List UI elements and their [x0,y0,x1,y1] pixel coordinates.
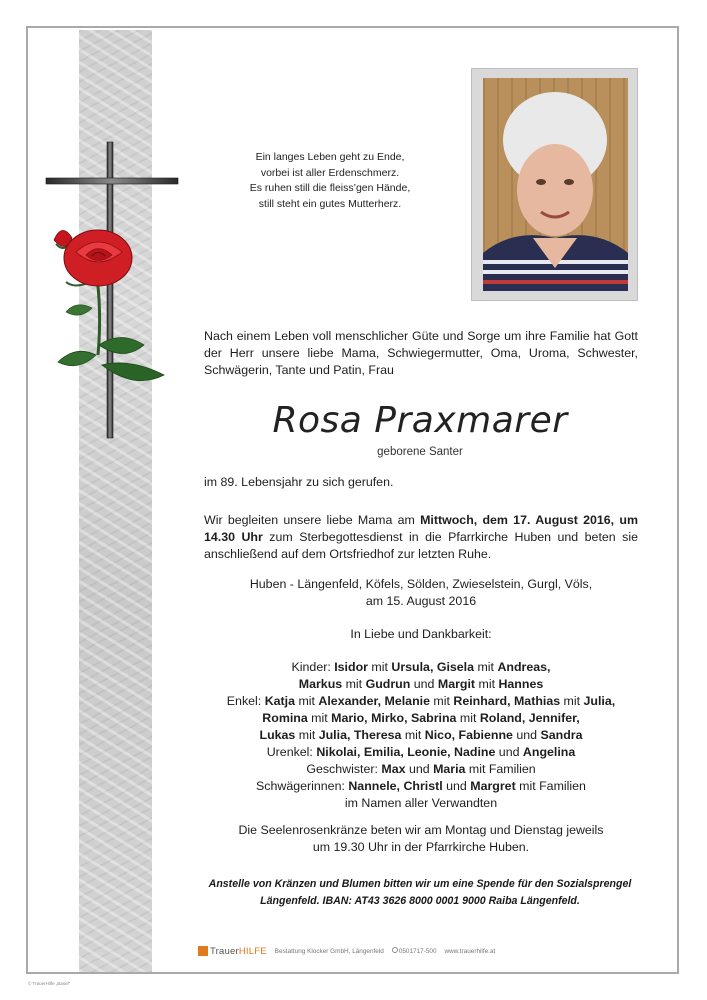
family-line-relatives: im Namen aller Verwandten [344,796,498,810]
deceased-name: Rosa Praxmarer [272,400,568,441]
logo-text-b: HILFE [238,945,267,957]
cross-and-rose-icon [36,140,181,450]
copyright-note: © TrauerHilfe „Basel“ [28,981,71,986]
phone-text: 0501717-500 [398,948,437,955]
places-and-date [204,576,638,610]
family-line-grandchildren: Enkel: Katja mit Alexander, Melanie mit Reinhard, Mathias mit Julia, [226,694,616,708]
donation-line: Längenfeld. IBAN: AT43 3626 8000 0001 9000 Raiba Längenfeld. [260,894,580,907]
logo-text-a: Trauer [210,945,239,957]
phone-number [392,947,437,955]
family-line-children-2: Markus mit Gudrun und Margit mit Hannes [298,677,544,691]
places-line: Huben - Längenfeld, Köfels, Sölden, Zwieselstein, Gurgl, Völs, [249,577,593,591]
donation-line: Anstelle von Kränzen und Blumen bitten wir um eine Spende für den Sozialsprengel [208,878,632,890]
maiden-name: geborene Santer [377,446,463,458]
family-line-siblings: Geschwister: Max und Maria mit Familien [306,762,536,776]
rosary-line: um 19.30 Uhr in der Pfarrkirche Huben. [312,840,530,854]
date-line: am 15. August 2016 [365,594,477,608]
service-text: Wir begleiten unsere liebe Mama am Mittwoch, dem 17. August 2016, um 14.30 Uhr zum Sterbegottesdienst in die Pfarrkirche Huben und beten sie anschließend auf dem Ortsfriedhof zur letzten Ruhe. [204,513,638,561]
phone-icon [392,947,398,953]
gratitude-line: In Liebe und Dankbarkeit: [350,627,492,641]
intro-text: Nach einem Leben voll menschlicher Güte und Sorge um ihre Familie hat Gott der Herr unsere liebe Mama, Schwiegermutter, Oma, Uroma, Schwester, Schwägerin, Tante und Patin, Frau [204,329,638,377]
portrait-photo [483,78,628,291]
donation-note [180,876,660,909]
logo-mark-icon [198,946,208,956]
family-line-children: Kinder: Isidor mit Ursula, Gisela mit Andreas, [291,660,551,674]
family-line-sisters-in-law: Schwägerinnen: Nannele, Christl und Margret mit Familien [256,779,586,793]
company-name: Bestattung Klocker GmbH, Längenfeld [274,947,384,955]
rosary-text [204,822,638,856]
family-line-grandchildren-3: Lukas mit Julia, Theresa mit Nico, Fabienne und Sandra [259,728,583,742]
memorial-verse [210,150,450,212]
verse-line: still steht ein gutes Mutterherz. [258,197,402,210]
trauerhilfe-logo [198,946,267,957]
website-link[interactable]: www.trauerhilfe.at [444,947,496,955]
verse-line: vorbei ist aller Erdenschmerz. [260,166,400,179]
verse-line: Es ruhen still die fleiss’gen Hände, [249,182,411,194]
family-list [204,659,638,812]
family-line-grandchildren-2: Romina mit Mario, Mirko, Sabrina mit Roland, Jennifer, [262,711,580,725]
age-text: im 89. Lebensjahr zu sich gerufen. [204,475,394,489]
family-line-great-grandchildren: Urenkel: Nikolai, Emilia, Leonie, Nadine und Angelina [266,745,576,759]
verse-line: Ein langes Leben geht zu Ende, [255,151,405,163]
footer [198,944,638,958]
rosary-line: Die Seelenrosenkränze beten wir am Montag und Dienstag jeweils [238,823,604,837]
